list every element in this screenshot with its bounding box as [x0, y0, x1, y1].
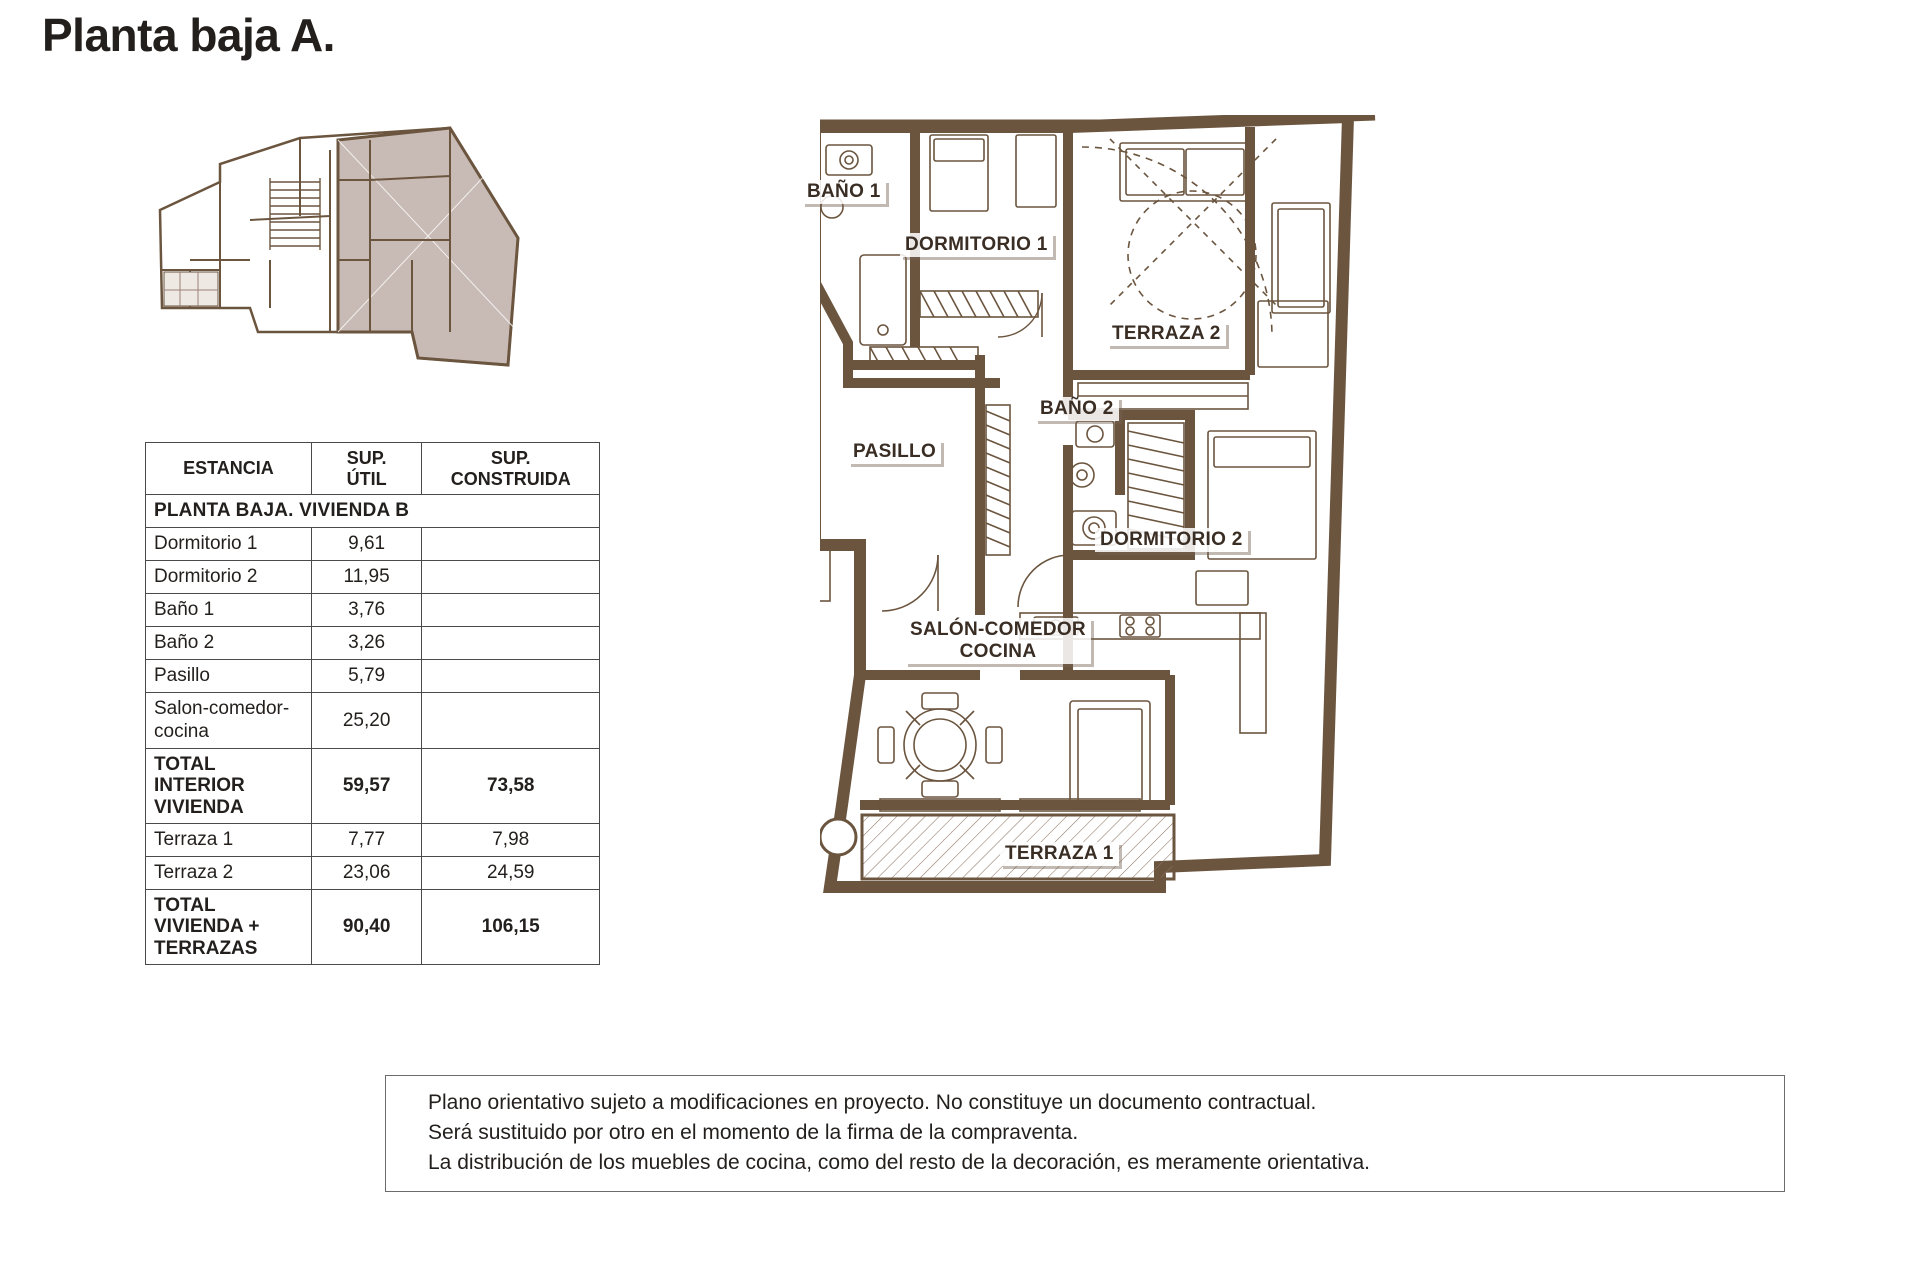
room-label-pasillo: PASILLO: [848, 440, 941, 464]
row-useful: 9,61: [311, 528, 422, 561]
row-useful: 7,77: [311, 823, 422, 856]
header-useful-line2: ÚTIL: [346, 468, 387, 489]
row-room: Dormitorio 1: [146, 528, 312, 561]
row-useful: 90,40: [311, 889, 422, 964]
table-row: [146, 561, 600, 594]
table-row-total-with-terraces: [146, 889, 600, 964]
area-table: [145, 442, 600, 965]
floor-plan: [807, 115, 1520, 905]
row-built: [422, 561, 600, 594]
room-label-terraza-1: TERRAZA 1: [1000, 842, 1119, 866]
disclaimer-line-2: Será sustituido por otro en el momento de la firma de la compraventa.: [428, 1120, 1079, 1144]
room-label-terraza-2: TERRAZA 2: [1107, 322, 1226, 346]
row-useful: 3,26: [311, 627, 422, 660]
header-built: [422, 443, 600, 495]
table-row: [146, 856, 600, 889]
row-built: [422, 594, 600, 627]
row-built: [422, 693, 600, 749]
table-row: [146, 693, 600, 749]
room-label-salon-comedor-cocina: [905, 618, 1091, 664]
room-label-bano-2: BAÑO 2: [1035, 397, 1119, 421]
disclaimer-box: [385, 1075, 1785, 1192]
table-header-row: [146, 443, 600, 495]
row-room: Terraza 1: [146, 823, 312, 856]
header-built-line1: SUP.: [490, 448, 531, 468]
key-plan: [150, 120, 570, 370]
row-useful: 59,57: [311, 749, 422, 824]
salon-label-line1: SALÓN-COMEDOR: [910, 619, 1086, 640]
room-label-dormitorio-1: DORMITORIO 1: [900, 233, 1053, 257]
key-plan-svg: [150, 120, 570, 370]
header-built-line2: CONSTRUIDA: [450, 468, 571, 489]
row-room: Dormitorio 2: [146, 561, 312, 594]
room-label-bano-1: BAÑO 1: [802, 180, 886, 204]
row-useful: 3,76: [311, 594, 422, 627]
table-section-label: PLANTA BAJA. VIVIENDA B: [146, 495, 600, 528]
row-useful: 11,95: [311, 561, 422, 594]
row-room: TOTAL INTERIOR VIVIENDA: [146, 749, 312, 824]
row-room: Baño 2: [146, 627, 312, 660]
row-useful: 23,06: [311, 856, 422, 889]
room-label-dormitorio-2: DORMITORIO 2: [1095, 528, 1248, 552]
row-built: 73,58: [422, 749, 600, 824]
header-useful-line1: SUP.: [346, 448, 387, 468]
row-built: [422, 627, 600, 660]
row-room: Terraza 2: [146, 856, 312, 889]
header-useful: [311, 443, 422, 495]
disclaimer-line-3: La distribución de los muebles de cocina, como del resto de la decoración, es meramente orientativa.: [428, 1150, 1371, 1174]
table-row-total-interior: [146, 749, 600, 824]
row-built: [422, 528, 600, 561]
header-room: ESTANCIA: [146, 443, 312, 495]
row-useful: 25,20: [311, 693, 422, 749]
row-built: 106,15: [422, 889, 600, 964]
row-room: Baño 1: [146, 594, 312, 627]
row-room: Salon-comedor-cocina: [146, 693, 312, 749]
terraza-1-slab: [820, 815, 1174, 879]
table-row: [146, 823, 600, 856]
row-useful: 5,79: [311, 660, 422, 693]
table-row: [146, 528, 600, 561]
table-row: [146, 660, 600, 693]
table-row: [146, 627, 600, 660]
row-room: Pasillo: [146, 660, 312, 693]
row-built: 24,59: [422, 856, 600, 889]
page-title: Planta baja A.: [42, 9, 335, 61]
row-built: 7,98: [422, 823, 600, 856]
row-built: [422, 660, 600, 693]
table-section-row: [146, 495, 600, 528]
disclaimer-line-1: Plano orientativo sujeto a modificaciones en proyecto. No constituye un documento contractual.: [428, 1091, 1317, 1114]
row-room: TOTAL VIVIENDA + TERRAZAS: [146, 889, 312, 964]
table-row: [146, 594, 600, 627]
salon-label-line2: COCINA: [959, 640, 1037, 662]
